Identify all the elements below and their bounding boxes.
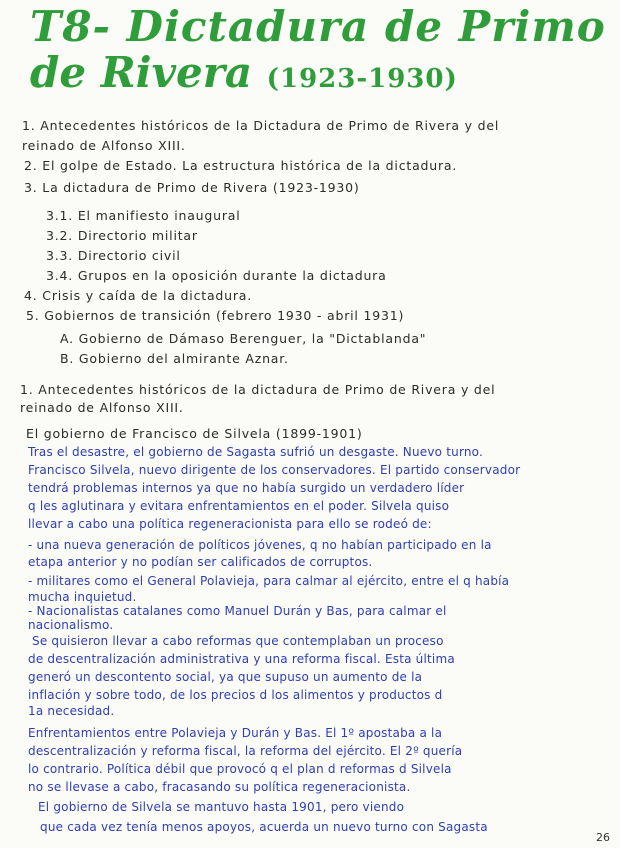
body-line: de descentralización administrativa y una reforma fiscal. Esta última [28, 652, 455, 666]
section-subheading: El gobierno de Francisco de Silvela (1899-1901) [26, 426, 363, 441]
index-item-1-cont: reinado de Alfonso XIII. [22, 138, 186, 153]
body-line: - Nacionalistas catalanes como Manuel Durán y Bas, para calmar el [28, 604, 447, 618]
body-line: Se quisieron llevar a cabo reformas que contemplaban un proceso [32, 634, 444, 648]
page-title-line1: T8- Dictadura de Primo [30, 2, 606, 51]
body-line: - militares como el General Polavieja, para calmar al ejército, entre el q había [28, 574, 510, 588]
index-item-1: 1. Antecedentes históricos de la Dictadura de Primo de Rivera y del [22, 118, 500, 133]
index-item-5-b: B. Gobierno del almirante Aznar. [60, 351, 289, 366]
body-line: que cada vez tenía menos apoyos, acuerda un nuevo turno con Sagasta [40, 820, 488, 834]
index-item-4: 4. Crisis y caída de la dictadura. [24, 288, 253, 303]
page-title-line2 [30, 48, 458, 97]
body-line: El gobierno de Silvela se mantuvo hasta 1901, pero viendo [38, 800, 405, 814]
index-item-2: 2. El golpe de Estado. La estructura histórica de la dictadura. [24, 158, 458, 173]
body-line: generó un descontento social, ya que supuso un aumento de la [28, 670, 423, 684]
body-line: Francisco Silvela, nuevo dirigente de los conservadores. El partido conservador [28, 463, 521, 477]
section-heading-line2: reinado de Alfonso XIII. [20, 400, 184, 415]
index-item-5: 5. Gobiernos de transición (febrero 1930 - abril 1931) [26, 308, 405, 323]
index-item-5-a: A. Gobierno de Dámaso Berenguer, la "Dictablanda" [60, 331, 427, 346]
body-line: tendrá problemas internos ya que no había surgido un verdadero líder [28, 481, 465, 495]
body-line: nacionalismo. [28, 618, 114, 632]
body-line: Enfrentamientos entre Polavieja y Durán y Bas. El 1º apostaba a la [28, 726, 443, 740]
body-line: q les aglutinara y evitara enfrentamientos en el poder. Silvela quiso [28, 499, 450, 513]
body-line: lo contrario. Política débil que provocó q el plan d reformas d Silvela [28, 762, 452, 776]
body-line: llevar a cabo una política regeneracionista para ello se rodeó de: [28, 517, 432, 531]
body-line: no se llevase a cabo, fracasando su política regeneracionista. [28, 780, 411, 794]
index-item-3: 3. La dictadura de Primo de Rivera (1923-1930) [24, 180, 360, 195]
page-number: 26 [596, 831, 610, 844]
page-title-years: (1923-1930) [266, 64, 458, 94]
body-line: inflación y sobre todo, de los precios d los alimentos y productos d [28, 688, 443, 702]
body-line: etapa anterior y no podían ser calificados de corruptos. [28, 555, 373, 569]
index-item-3-1: 3.1. El manifiesto inaugural [46, 208, 241, 223]
page-title-rivera: de Rivera [30, 48, 253, 97]
body-line: Tras el desastre, el gobierno de Sagasta sufrió un desgaste. Nuevo turno. [28, 445, 484, 459]
index-item-3-4: 3.4. Grupos en la oposición durante la dictadura [46, 268, 387, 283]
body-line: - una nueva generación de políticos jóvenes, q no habían participado en la [28, 538, 492, 552]
index-item-3-3: 3.3. Directorio civil [46, 248, 181, 263]
index-item-3-2: 3.2. Directorio militar [46, 228, 198, 243]
body-line: mucha inquietud. [28, 590, 137, 604]
body-line: 1a necesidad. [28, 704, 115, 718]
body-line: descentralización y reforma fiscal, la reforma del ejército. El 2º quería [28, 744, 463, 758]
section-heading-line1: 1. Antecedentes históricos de la dictadura de Primo de Rivera y del [20, 382, 496, 397]
